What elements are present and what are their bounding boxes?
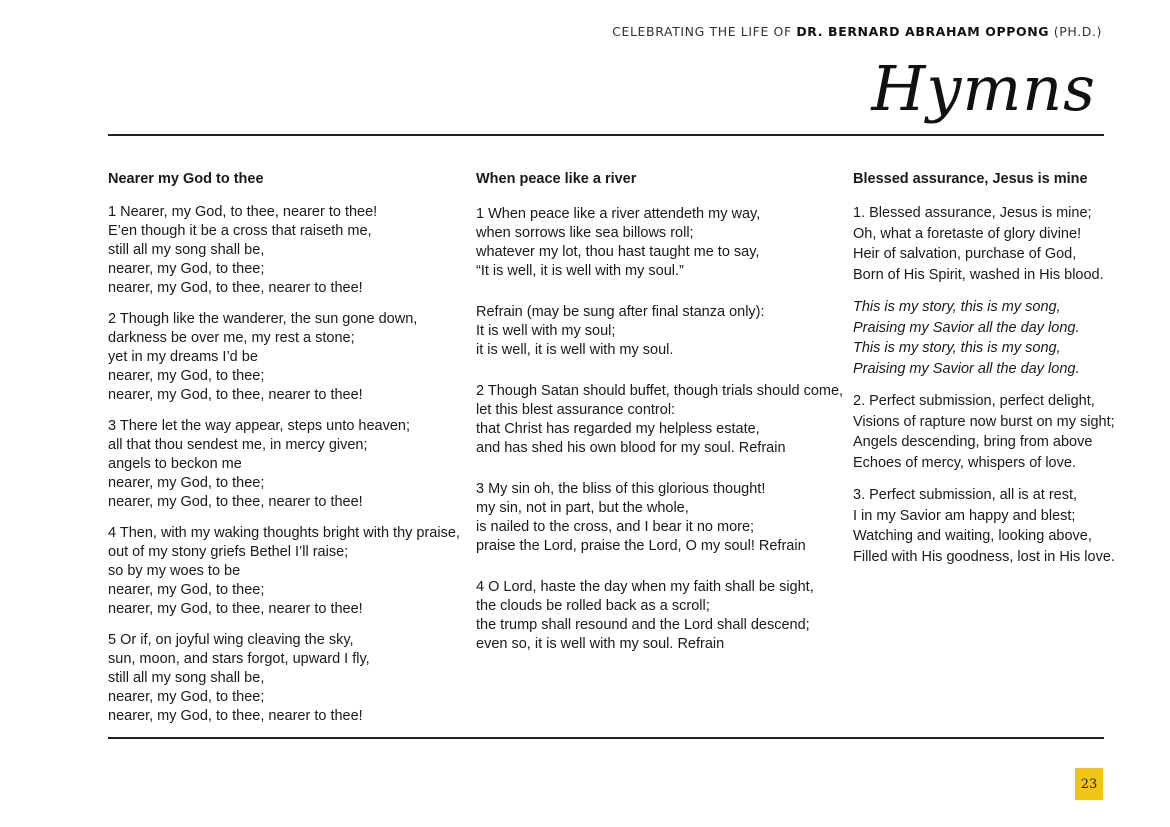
- top-divider: [108, 134, 1104, 136]
- hymn-title: When peace like a river: [476, 171, 637, 187]
- verse-line: Watching and waiting, looking above,: [853, 528, 1092, 544]
- stanza: [108, 310, 458, 405]
- verse-line: 2. Perfect submission, perfect delight,: [853, 393, 1095, 409]
- verse-line: Praising my Savior all the day long.: [853, 360, 1080, 377]
- verse-line: yet in my dreams I’d be: [108, 349, 258, 365]
- verse-line: 1. Blessed assurance, Jesus is mine;: [853, 205, 1092, 221]
- verse-line: Oh, what a foretaste of glory divine!: [853, 225, 1082, 242]
- stanza: [853, 297, 1113, 379]
- stanza: [853, 391, 1113, 473]
- verse-line: is nailed to the cross, and I bear it no more;: [476, 519, 755, 535]
- verse-line: Born of His Spirit, washed in His blood.: [853, 266, 1104, 283]
- verse-line: Heir of salvation, purchase of God,: [853, 246, 1077, 262]
- verse-line: 4 Then, with my waking thoughts bright with thy praise,: [108, 525, 460, 541]
- verse-line: Praising my Savior all the day long.: [853, 319, 1080, 336]
- hymn-column-2: [476, 169, 844, 676]
- verse-line: Visions of rapture now burst on my sight;: [853, 413, 1115, 430]
- verse-line: darkness be over me, my rest a stone;: [108, 330, 355, 346]
- verse-line: even so, it is well with my soul. Refrain: [476, 636, 725, 652]
- verse-line: 3. Perfect submission, all is at rest,: [853, 487, 1078, 503]
- verse-line: out of my stony griefs Bethel I’ll raise;: [108, 544, 349, 560]
- page-header: [612, 24, 1102, 39]
- stanza: [476, 578, 836, 654]
- verse-line: whatever my lot, thou hast taught me to say,: [476, 244, 760, 260]
- verse-line: let this blest assurance control:: [476, 402, 676, 418]
- verse-line: nearer, my God, to thee;: [108, 582, 265, 598]
- stanza: [108, 631, 458, 726]
- stanza: [108, 203, 458, 298]
- verse-line: nearer, my God, to thee;: [108, 689, 265, 705]
- verse-line: nearer, my God, to thee;: [108, 475, 265, 491]
- verse-line: the clouds be rolled back as a scroll;: [476, 598, 710, 614]
- verse-line: sun, moon, and stars forgot, upward I fly,: [108, 651, 370, 667]
- verse-line: It is well with my soul;: [476, 323, 616, 339]
- verse-line: “It is well, it is well with my soul.”: [476, 263, 684, 279]
- verse-line: the trump shall resound and the Lord shall descend;: [476, 617, 810, 633]
- verse-line: praise the Lord, praise the Lord, O my soul! Refrain: [476, 538, 806, 554]
- page-title: Hymns: [871, 52, 1096, 125]
- bottom-divider: [108, 737, 1104, 739]
- verse-line: still all my song shall be,: [108, 670, 265, 686]
- header-prefix: CELEBRATING THE LIFE OF: [612, 24, 797, 39]
- verse-line: my sin, not in part, but the whole,: [476, 500, 689, 516]
- verse-line: 1 Nearer, my God, to thee, nearer to thee!: [108, 204, 378, 220]
- verse-line: nearer, my God, to thee;: [108, 368, 265, 384]
- verse-line: 2 Though Satan should buffet, though trials should come,: [476, 383, 844, 399]
- verse-line: 3 There let the way appear, steps unto heaven;: [108, 418, 411, 434]
- verse-line: nearer, my God, to thee, nearer to thee!: [108, 387, 363, 403]
- verse-line: nearer, my God, to thee, nearer to thee!: [108, 494, 363, 510]
- header-name: DR. BERNARD ABRAHAM OPPONG: [796, 24, 1050, 39]
- verse-line: 2 Though like the wanderer, the sun gone down,: [108, 311, 418, 327]
- page-number: 23: [1080, 776, 1098, 792]
- verse-line: so by my woes to be: [108, 563, 241, 579]
- verse-line: nearer, my God, to thee, nearer to thee!: [108, 280, 363, 296]
- verse-line: This is my story, this is my song,: [853, 299, 1061, 315]
- verse-line: E’en though it be a cross that raiseth me,: [108, 223, 372, 239]
- verse-line: it is well, it is well with my soul.: [476, 342, 674, 358]
- verse-line: that Christ has regarded my helpless estate,: [476, 421, 760, 437]
- verse-line: when sorrows like sea billows roll;: [476, 225, 694, 241]
- verse-line: angels to beckon me: [108, 456, 242, 472]
- verse-line: I in my Savior am happy and blest;: [853, 507, 1076, 524]
- verse-line: nearer, my God, to thee;: [108, 261, 265, 277]
- stanza: [476, 205, 836, 281]
- verse-line: Echoes of mercy, whispers of love.: [853, 454, 1076, 471]
- verse-line: all that thou sendest me, in mercy given;: [108, 437, 368, 453]
- verse-line: 1 When peace like a river attendeth my way,: [476, 206, 761, 222]
- stanza: [853, 203, 1113, 285]
- verse-line: and has shed his own blood for my soul. Refrain: [476, 440, 786, 456]
- hymn-title: Blessed assurance, Jesus is mine: [853, 171, 1088, 187]
- stanza: [476, 303, 836, 360]
- stanza: [476, 480, 836, 556]
- hymn-column-3: [853, 169, 1113, 579]
- stanza: [108, 524, 458, 619]
- verse-line: Filled with His goodness, lost in His love.: [853, 548, 1115, 565]
- verse-line: nearer, my God, to thee, nearer to thee!: [108, 708, 363, 724]
- hymn-title: Nearer my God to thee: [108, 171, 264, 187]
- verse-line: 5 Or if, on joyful wing cleaving the sky,: [108, 632, 354, 648]
- hymn-column-1: [108, 169, 458, 738]
- stanza: [476, 382, 844, 458]
- verse-line: Refrain (may be sung after final stanza only):: [476, 304, 765, 320]
- verse-line: nearer, my God, to thee, nearer to thee!: [108, 601, 363, 617]
- stanza: [108, 417, 458, 512]
- verse-line: This is my story, this is my song,: [853, 340, 1061, 356]
- stanza: [853, 485, 1113, 567]
- verse-line: Angels descending, bring from above: [853, 434, 1093, 450]
- verse-line: 3 My sin oh, the bliss of this glorious thought!: [476, 481, 766, 497]
- header-suffix: (PH.D.): [1049, 24, 1102, 39]
- verse-line: 4 O Lord, haste the day when my faith shall be sight,: [476, 579, 814, 595]
- page-number-badge: [1075, 768, 1103, 800]
- verse-line: still all my song shall be,: [108, 242, 265, 258]
